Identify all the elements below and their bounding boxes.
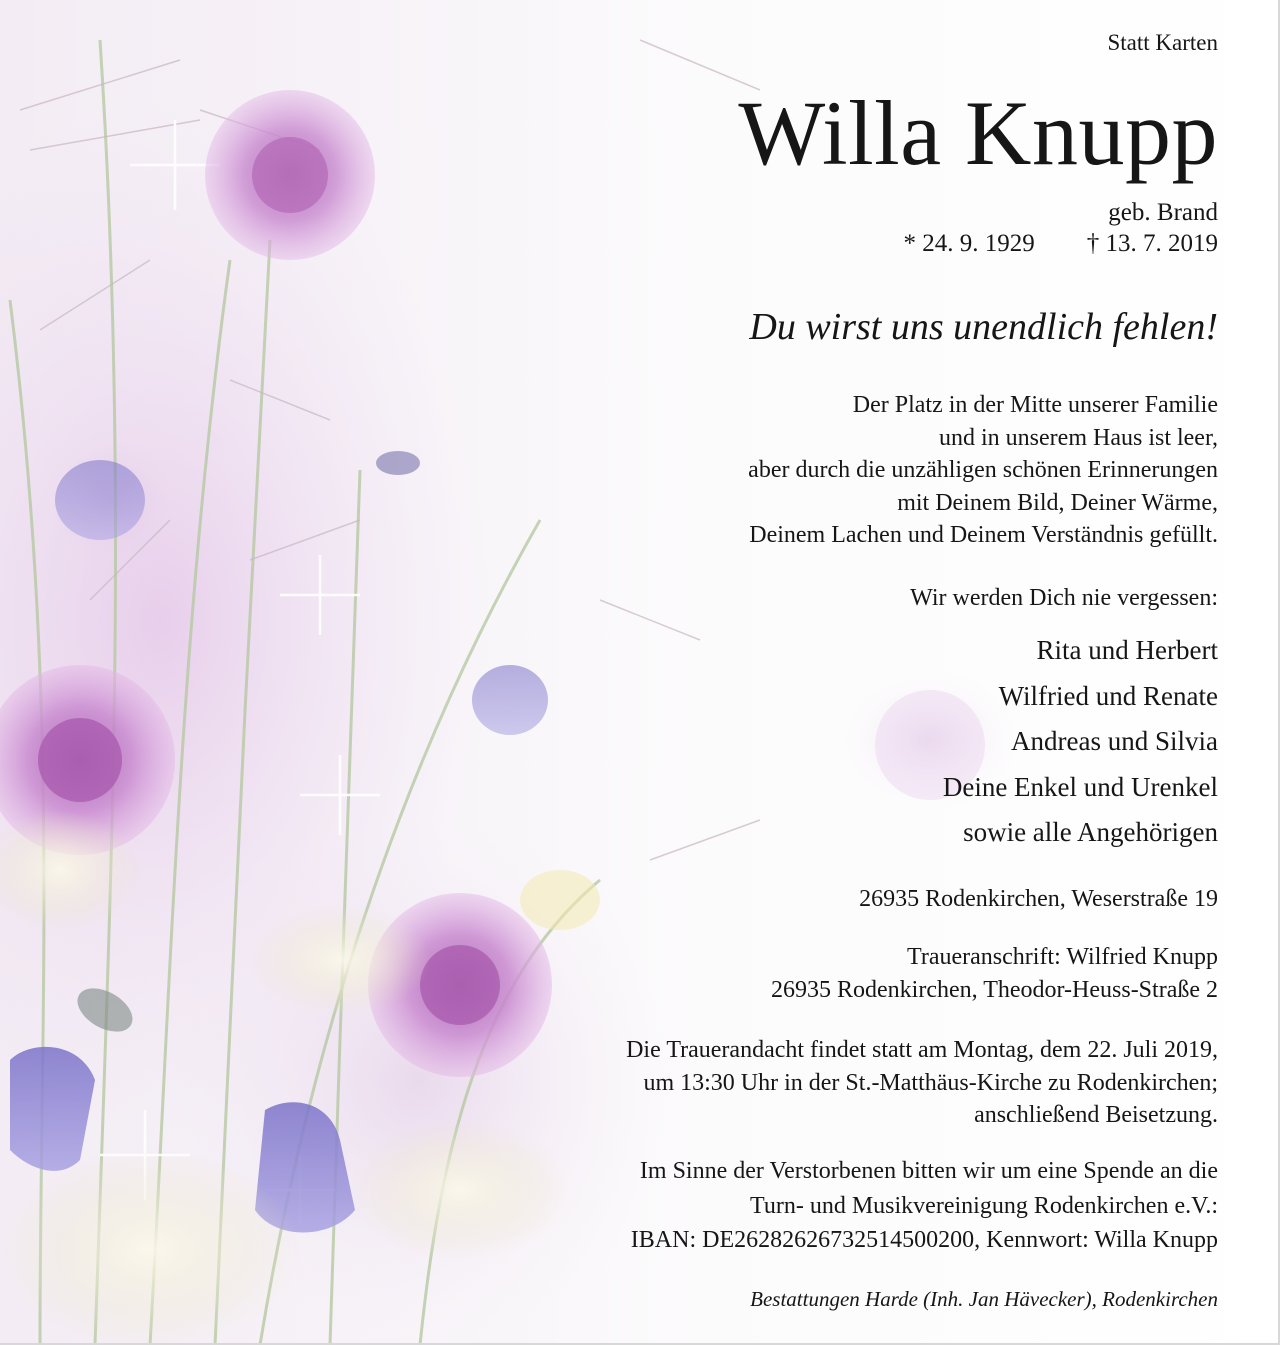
mourning-address-line: Traueranschrift: Wilfried Knupp [907,944,1218,970]
remembrance-line: Wir werden Dich nie vergessen: [910,585,1218,611]
funeral-home: Bestattungen Harde (Inh. Jan Hävecker), Rodenkirchen [750,1287,1218,1311]
poem-line: mit Deinem Bild, Deiner Wärme, [897,489,1218,516]
poem-line: und in unserem Haus ist leer, [939,424,1218,451]
motto: Du wirst uns unendlich fehlen! [749,306,1218,348]
donation-line: Turn- und Musikvereinigung Rodenkirchen e.V.: [750,1192,1218,1219]
statt-karten: Statt Karten [1107,30,1218,55]
donation-info [631,1154,1218,1258]
family-member: Rita und Herbert [1036,635,1218,665]
family-list [943,628,1218,856]
mourning-address-line: 26935 Rodenkirchen, Theodor-Heuss-Straße 2 [771,976,1218,1003]
poem-line: aber durch die unzähligen schönen Erinnerungen [748,457,1218,483]
deceased-name: Willa Knupp [738,82,1218,184]
donation-line: IBAN: DE26282626732514500200, Kennwort: Willa Knupp [630,1227,1218,1253]
poem-line: Deinem Lachen und Deinem Verständnis gefüllt. [749,522,1218,548]
flower-bud [376,451,420,475]
pink-flower-top [205,90,375,260]
family-address: 26935 Rodenkirchen, Weserstraße 19 [859,886,1218,912]
family-member: Wilfried und Renate [998,680,1218,711]
donation-line: Im Sinne der Verstorbenen bitten wir um eine Spende an die [639,1158,1218,1184]
service-line: anschließend Beisetzung. [974,1102,1218,1128]
family-member: Andreas und Silvia [1011,726,1218,756]
service-info [626,1034,1218,1132]
life-dates [904,230,1219,258]
poem [748,389,1218,552]
family-member: sowie alle Angehörigen [963,817,1218,847]
death-date: † 13. 7. 2019 [1086,230,1218,257]
bellflower-left [10,1047,95,1171]
mourning-address [771,941,1218,1006]
service-line: um 13:30 Uhr in der St.-Matthäus-Kirche zu Rodenkirchen; [643,1069,1218,1096]
birth-date: * 24. 9. 1929 [903,230,1035,257]
poem-line: Der Platz in der Mitte unserer Familie [852,392,1218,418]
maiden-name: geb. Brand [1108,199,1218,226]
family-member: Deine Enkel und Urenkel [942,771,1218,802]
service-line: Die Trauerandacht findet statt am Montag, dem 22. Juli 2019, [626,1037,1218,1063]
